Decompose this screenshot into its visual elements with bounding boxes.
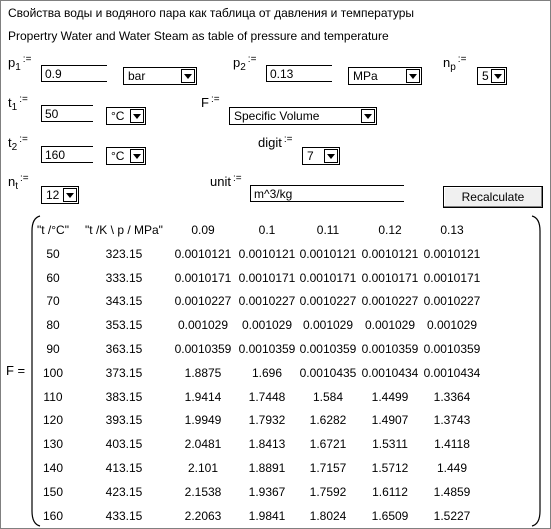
matrix-cell: 60 <box>46 270 60 285</box>
chevron-down-icon[interactable] <box>181 69 195 83</box>
matrix-cell: 1.6282 <box>309 413 347 428</box>
t2-unit-value: °C <box>111 149 125 163</box>
t2-name: t <box>8 135 12 150</box>
matrix-cell: 1.584 <box>312 389 344 404</box>
property-select[interactable] <box>229 107 377 125</box>
p2-sub: 2 <box>240 62 246 73</box>
matrix-right-bracket <box>531 215 543 527</box>
title-russian: Свойства воды и водяного пара как таблица от давления и температуры <box>8 6 415 20</box>
matrix-cell: 0.0010359 <box>174 342 232 356</box>
p1-label <box>8 54 31 73</box>
digit-label <box>258 134 292 150</box>
chevron-down-icon[interactable] <box>406 69 420 83</box>
matrix-cell: 1.5227 <box>433 508 471 523</box>
matrix-cell: 0.0010227 <box>299 294 357 309</box>
matrix-header-cell: 0.1 <box>258 223 276 237</box>
matrix-header-cell: 0.11 <box>316 223 340 237</box>
matrix-cell: 1.5712 <box>371 461 409 475</box>
matrix-cell: 1.5311 <box>372 437 408 452</box>
t1-assign: := <box>19 94 28 105</box>
matrix-cell: 80 <box>46 318 60 333</box>
matrix-cell: 0.0010171 <box>238 270 296 285</box>
matrix-cell: 1.6112 <box>372 484 408 499</box>
matrix-cell: 423.15 <box>105 484 143 499</box>
matrix-cell: 1.6721 <box>309 437 347 452</box>
np-label <box>443 54 466 73</box>
matrix-cell: 1.8891 <box>248 461 286 475</box>
nt-assign: := <box>20 173 29 184</box>
matrix-cell: 0.0010227 <box>174 294 232 309</box>
matrix-cell: 433.15 <box>105 508 143 523</box>
matrix-cell: 0.0010227 <box>361 294 419 309</box>
unit-field[interactable] <box>250 185 404 202</box>
matrix-cell: 1.7932 <box>248 413 286 428</box>
matrix-cell: 0.0010121 <box>174 246 232 261</box>
property-value: Specific Volume <box>234 109 320 123</box>
np-name: n <box>443 55 451 70</box>
matrix-cell: 160 <box>42 508 64 523</box>
p1-value-field[interactable] <box>41 65 107 82</box>
p1-value: 0.9 <box>45 67 62 81</box>
matrix-cell: 0.0010227 <box>238 294 296 309</box>
matrix-cell: 2.1538 <box>184 484 222 499</box>
matrix-cell: 0.0010171 <box>299 270 357 285</box>
matrix-cell: 2.0481 <box>184 437 222 452</box>
p1-unit-value: bar <box>128 69 146 83</box>
p2-unit-select[interactable] <box>348 67 422 85</box>
matrix-cell: 333.15 <box>105 270 143 285</box>
unit-name: unit <box>210 174 231 189</box>
matrix-cell: 1.9367 <box>248 484 286 499</box>
matrix-cell: 0.001029 <box>364 318 416 333</box>
unit-label <box>210 173 242 189</box>
matrix-cell: 2.2063 <box>184 508 222 523</box>
matrix-cell: 1.9414 <box>184 389 222 404</box>
matrix-cell: 0.0010227 <box>423 294 481 309</box>
p2-value: 0.13 <box>270 67 294 81</box>
digit-name: digit <box>258 135 282 150</box>
t1-unit-value: °C <box>111 109 125 123</box>
matrix-cell: 0.0010359 <box>361 342 419 356</box>
matrix-cell: 383.15 <box>105 389 143 404</box>
matrix-header-cell: 0.09 <box>191 223 215 237</box>
matrix-cell: 363.15 <box>105 342 143 356</box>
t1-name: t <box>8 95 12 110</box>
digit-assign: := <box>283 134 293 145</box>
f-name: F <box>201 95 209 110</box>
matrix-cell: 0.001029 <box>177 318 229 333</box>
matrix-cell: 0.0010434 <box>361 365 419 380</box>
np-assign: := <box>457 54 467 65</box>
matrix-cell: 323.15 <box>105 246 143 261</box>
p2-name: p <box>233 55 241 70</box>
matrix-cell: 120 <box>42 413 64 428</box>
matrix-cell: 0.0010359 <box>238 342 296 356</box>
digit-select[interactable] <box>302 147 340 165</box>
matrix-cell: 1.696 <box>251 365 283 380</box>
np-sub: p <box>450 62 456 73</box>
matrix-cell: 2.101 <box>187 461 219 475</box>
nt-select[interactable] <box>41 186 79 204</box>
matrix-cell: 1.8024 <box>309 508 347 523</box>
p1-unit-select[interactable] <box>123 67 197 85</box>
matrix-cell: 1.7592 <box>309 484 347 499</box>
p2-unit-value: MPa <box>353 69 378 83</box>
unit-assign: := <box>232 173 242 184</box>
matrix-cell: 0.0010171 <box>423 270 481 285</box>
matrix-cell: 100 <box>42 365 64 380</box>
matrix-cell: 1.9949 <box>184 413 222 428</box>
matrix-cell: 0.001029 <box>302 318 354 333</box>
matrix-cell: 0.0010171 <box>361 270 419 285</box>
chevron-down-icon[interactable] <box>130 149 144 163</box>
t2-value: 160 <box>45 148 66 162</box>
p1-sub: 1 <box>15 62 21 73</box>
p1-name: p <box>8 55 16 70</box>
matrix-cell: 110 <box>43 389 63 404</box>
matrix-cell: 70 <box>46 294 60 309</box>
t1-value-field[interactable] <box>41 105 93 122</box>
title-english: Propertry Water and Water Steam as table of pressure and temperature <box>8 29 389 43</box>
matrix-cell: 1.4499 <box>371 389 409 404</box>
matrix-cell: 1.4859 <box>433 484 471 499</box>
nt-label <box>8 173 29 192</box>
matrix-cell: 353.15 <box>105 318 143 333</box>
matrix-cell: 0.001029 <box>241 318 293 333</box>
chevron-down-icon[interactable] <box>130 109 144 123</box>
matrix-cell: 0.0010435 <box>299 365 357 380</box>
matrix-header-cell: "t /°C" <box>37 223 69 237</box>
digit-value: 7 <box>307 149 314 163</box>
matrix-cell: 0.0010359 <box>423 342 481 356</box>
result-label: F = <box>6 363 26 378</box>
matrix-cell: 0.0010121 <box>423 246 481 261</box>
matrix-cell: 413.15 <box>105 461 143 475</box>
matrix-cell: 1.3743 <box>433 413 471 428</box>
t1-value: 50 <box>45 107 59 121</box>
t2-unit-select[interactable] <box>106 147 146 165</box>
chevron-down-icon[interactable] <box>324 149 338 163</box>
matrix-cell: 1.4907 <box>371 413 409 428</box>
f-label <box>201 94 220 110</box>
matrix-cell: 1.9841 <box>248 508 286 523</box>
chevron-down-icon[interactable] <box>361 109 375 123</box>
matrix-cell: 403.15 <box>105 437 143 452</box>
t2-sub: 2 <box>11 142 18 153</box>
matrix-cell: 0.0010121 <box>238 246 296 261</box>
t1-sub: 1 <box>11 102 18 113</box>
result-matrix <box>29 215 543 527</box>
nt-sub: t <box>15 181 19 192</box>
matrix-cell: 50 <box>46 246 60 261</box>
matrix-cell: 393.15 <box>105 413 143 428</box>
matrix-cell: 0.0010434 <box>423 365 481 380</box>
t2-label <box>8 134 28 153</box>
unit-value: m^3/kg <box>254 187 293 201</box>
matrix-cell: 1.8875 <box>184 365 222 380</box>
matrix-cell: 343.15 <box>105 294 143 309</box>
matrix-cell: 0.0010171 <box>174 270 232 285</box>
t1-unit-select[interactable] <box>106 107 146 125</box>
matrix-cell: 0.0010359 <box>299 342 357 356</box>
p1-assign: := <box>22 54 32 65</box>
matrix-cell: 130 <box>42 437 64 452</box>
matrix-cell: 1.3364 <box>433 389 471 404</box>
nt-value: 12 <box>46 188 60 202</box>
matrix-header-cell: 0.13 <box>440 223 464 237</box>
np-value: 5 <box>482 69 489 83</box>
t2-value-field[interactable] <box>41 146 93 163</box>
matrix-header-cell: "t /K \ p / MPa" <box>85 223 163 237</box>
recalculate-button[interactable]: Recalculate <box>443 186 543 208</box>
matrix-cell: 1.449 <box>436 461 468 475</box>
matrix-cell: 140 <box>42 461 64 475</box>
matrix-cell: 0.0010121 <box>299 246 357 261</box>
matrix-cell: 1.8413 <box>248 437 286 452</box>
f-assign: := <box>210 94 220 105</box>
matrix-cell: 90 <box>46 342 60 356</box>
matrix-cell: 1.7157 <box>309 461 347 475</box>
t1-label <box>8 94 28 113</box>
chevron-down-icon[interactable] <box>491 69 505 83</box>
matrix-cell: 0.001029 <box>426 318 478 333</box>
p2-assign: := <box>247 54 257 65</box>
p2-value-field[interactable] <box>266 65 332 82</box>
np-select[interactable] <box>477 67 507 85</box>
matrix-cell: 1.6509 <box>371 508 409 523</box>
t2-assign: := <box>19 134 28 145</box>
matrix-header-cell: 0.12 <box>378 223 402 237</box>
matrix-cell: 1.7448 <box>248 389 286 404</box>
matrix-cell: 1.4118 <box>434 437 470 452</box>
matrix-cell: 150 <box>42 484 64 499</box>
chevron-down-icon[interactable] <box>63 188 77 202</box>
nt-name: n <box>8 174 16 189</box>
matrix-cell: 0.0010121 <box>361 246 419 261</box>
p2-label <box>233 54 256 73</box>
matrix-cell: 373.15 <box>105 365 143 380</box>
